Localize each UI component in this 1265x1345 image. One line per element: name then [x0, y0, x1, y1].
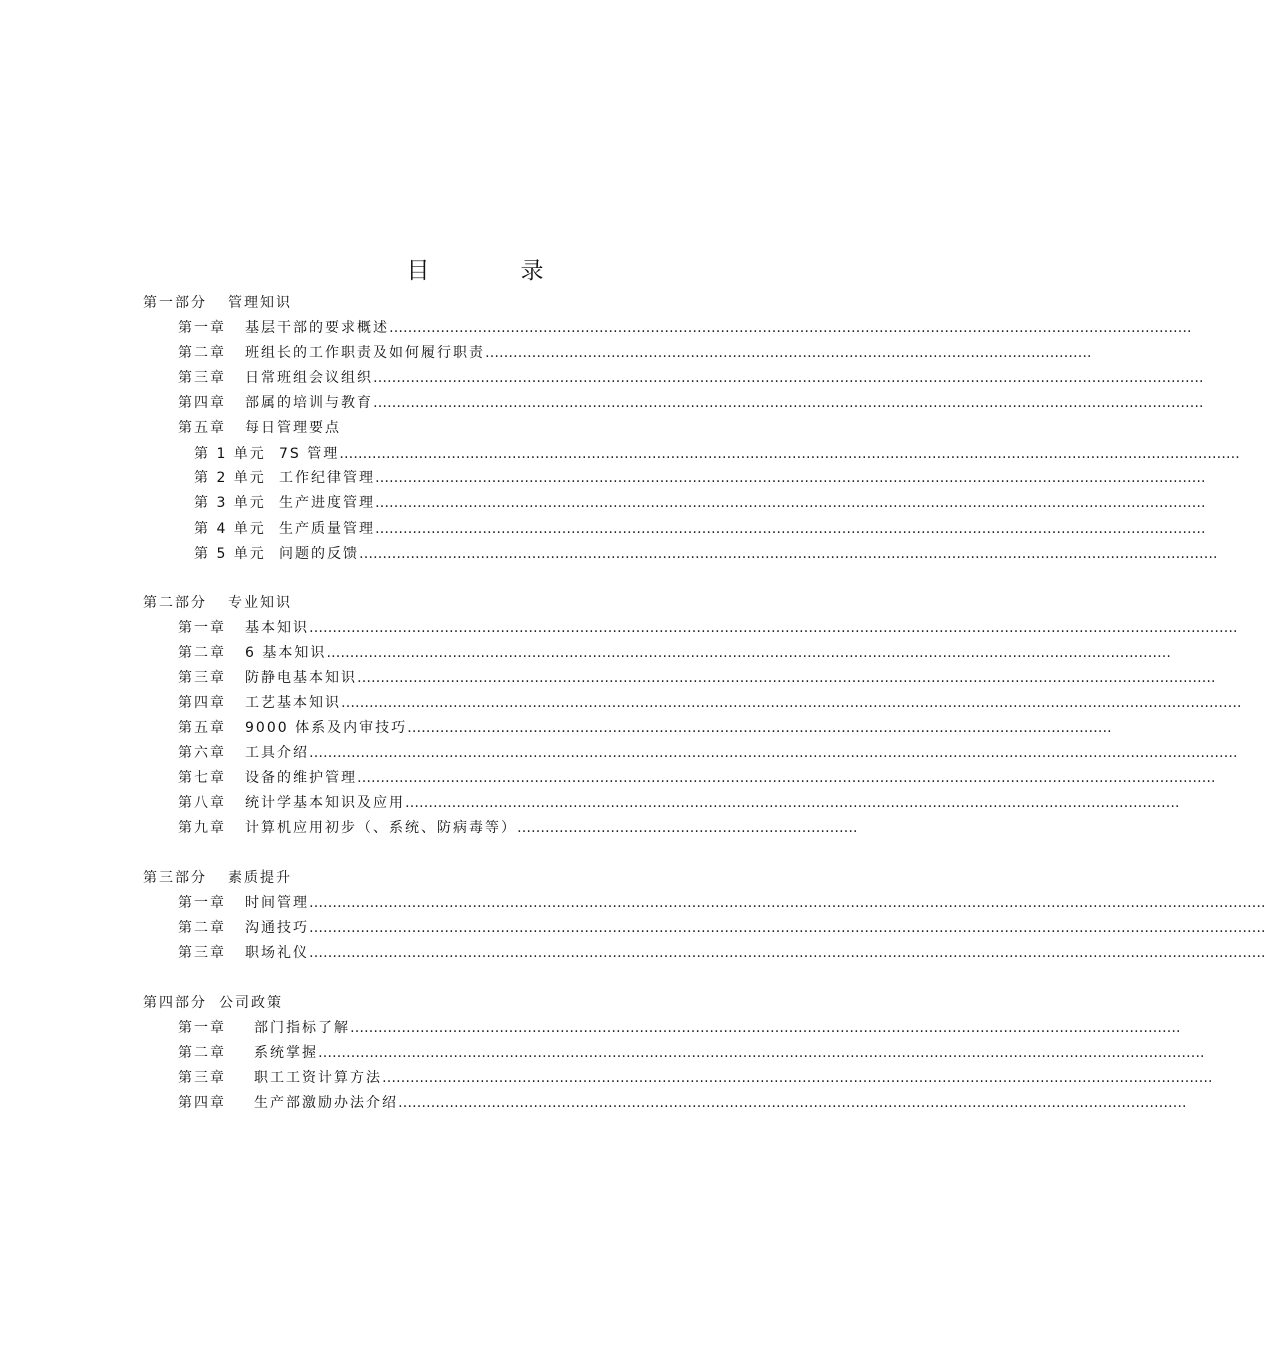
chapter-title: 生产部激励办法介绍 — [254, 1095, 398, 1111]
chapter-title: 防静电基本知识 — [245, 670, 357, 686]
chapter-title: 工艺基本知识 — [245, 695, 341, 711]
unit-title: 7S 管理 — [279, 446, 340, 462]
chapter-label: 第二章 — [178, 1045, 226, 1061]
unit-label: 第 5 单元 — [194, 546, 266, 562]
chapter-label: 第五章 — [178, 720, 226, 736]
toc-entry[interactable] — [178, 1069, 1213, 1087]
chapter-label: 第七章 — [178, 770, 226, 786]
leader-dots: …………………………………………………………………………………………………………………………………………………………………………. — [341, 695, 1242, 711]
chapter-label: 第四章 — [178, 395, 226, 411]
toc-entry[interactable] — [178, 344, 1092, 362]
leader-dots: ……………………………………………………………………………………………………………………………………………………………. — [375, 470, 1206, 486]
part-heading — [143, 869, 292, 887]
chapter-label: 第一章 — [178, 620, 226, 636]
chapter-label: 第二章 — [178, 920, 226, 936]
chapter-label: 第五章 — [178, 420, 226, 436]
toc-entry[interactable] — [178, 1044, 1205, 1062]
chapter-label: 第三章 — [178, 945, 226, 961]
chapter-label: 第二章 — [178, 345, 226, 361]
leader-dots: …………………………………………………………………………………………………………………………………………………………………………. — [339, 446, 1240, 462]
part-heading — [143, 594, 292, 612]
toc-entry[interactable] — [178, 744, 1238, 762]
unit-label: 第 2 单元 — [194, 470, 266, 486]
chapter-title: 部属的培训与教育 — [245, 395, 373, 411]
leader-dots: ………………………………………………………………. — [517, 820, 858, 836]
unit-label: 第 3 单元 — [194, 495, 266, 511]
toc-entry[interactable] — [194, 445, 1240, 463]
toc-entry[interactable] — [178, 319, 1192, 337]
unit-title: 工作纪律管理 — [279, 470, 375, 486]
chapter-label: 第二章 — [178, 645, 226, 661]
chapter-title: 职工工资计算方法 — [254, 1070, 382, 1086]
leader-dots: …………………………………………………………………………………………………………………………………………………………………. — [357, 670, 1216, 686]
leader-dots: ……………………………………………………………………………………………………………………………………………………………. — [373, 370, 1204, 386]
page-title: 目 录 — [406, 258, 578, 284]
part-title: 专业知识 — [228, 595, 292, 611]
toc-entry[interactable] — [178, 694, 1242, 712]
chapter-title: 工具介绍 — [245, 745, 309, 761]
chapter-title: 时间管理 — [245, 895, 309, 911]
leader-dots: ……………………………………………………………………………………………………………………………………………………………. — [375, 495, 1206, 511]
toc-entry[interactable] — [178, 894, 1265, 912]
toc-entry[interactable] — [194, 545, 1218, 563]
chapter-title: 9000 体系及内审技巧 — [245, 720, 408, 736]
part-title: 管理知识 — [228, 295, 292, 311]
chapter-title: 基本知识 — [245, 620, 309, 636]
part-label: 第一部分 — [143, 295, 207, 311]
toc-entry[interactable] — [178, 819, 858, 837]
leader-dots: ……………………………………………………………………………………………………………………………………………………. — [398, 1095, 1187, 1111]
chapter-title: 每日管理要点 — [245, 420, 341, 436]
part-title: 素质提升 — [228, 870, 292, 886]
chapter-title: 职场礼仪 — [245, 945, 309, 961]
leader-dots: ………………………………………………………………………………………………………………………………………………………………………………. — [309, 745, 1238, 761]
toc-entry[interactable] — [178, 1094, 1187, 1112]
unit-title: 问题的反馈 — [279, 546, 359, 562]
leader-dots: ……………………………………………………………………………………………………………………………………………………………. — [373, 395, 1204, 411]
unit-label: 第 1 单元 — [194, 446, 266, 462]
toc-entry[interactable] — [178, 719, 1112, 737]
leader-dots: ……………………………………………………………………………………………………………………………………………………………………………………. — [309, 945, 1265, 961]
chapter-label: 第三章 — [178, 1070, 226, 1086]
leader-dots: ……………………………………………………………………………………………………………………………………………………………. — [350, 1020, 1181, 1036]
chapter-label: 第九章 — [178, 820, 226, 836]
leader-dots: ……………………………………………………………………………………………………………………………………………………………………………………. — [309, 920, 1265, 936]
chapter-title: 日常班组会议组织 — [245, 370, 373, 386]
part-title: 公司政策 — [219, 995, 283, 1011]
part-label: 第四部分 — [143, 995, 207, 1011]
part-heading — [143, 294, 292, 312]
toc-entry[interactable] — [194, 520, 1206, 538]
toc-entry[interactable] — [194, 494, 1206, 512]
toc-entry[interactable] — [178, 369, 1204, 387]
chapter-label: 第三章 — [178, 370, 226, 386]
chapter-label: 第一章 — [178, 1020, 226, 1036]
toc-entry[interactable] — [178, 394, 1204, 412]
toc-entry[interactable] — [178, 944, 1265, 962]
chapter-title: 班组长的工作职责及如何履行职责 — [245, 345, 485, 361]
leader-dots: …………………………………………………………………………………………………………………………………………………………………. — [357, 770, 1216, 786]
chapter-title: 部门指标了解 — [254, 1020, 350, 1036]
part-label: 第二部分 — [143, 595, 207, 611]
chapter-label: 第六章 — [178, 745, 226, 761]
toc-entry[interactable] — [178, 794, 1180, 812]
toc-entry[interactable] — [178, 1019, 1181, 1037]
chapter-title: 设备的维护管理 — [245, 770, 357, 786]
chapter-title: 6 基本知识 — [245, 645, 327, 661]
toc-entry[interactable] — [194, 469, 1206, 487]
leader-dots: ………………………………………………………………………………………………………………………………………………………………. — [326, 645, 1171, 661]
chapter-label: 第四章 — [178, 695, 226, 711]
chapter-title: 系统掌握 — [254, 1045, 318, 1061]
leader-dots: ………………………………………………………………………………………………………………………………………………………. — [389, 320, 1192, 336]
chapter-title: 统计学基本知识及应用 — [245, 795, 405, 811]
chapter-label: 第一章 — [178, 320, 226, 336]
chapter-title: 计算机应用初步（、系统、防病毒等） — [245, 820, 517, 836]
leader-dots: ……………………………………………………………………………………………………………………………………………………………. — [375, 521, 1206, 537]
toc-entry[interactable] — [178, 419, 341, 437]
leader-dots: ………………………………………………………………………………………………………………………………………………………………………. — [318, 1045, 1205, 1061]
toc-entry[interactable] — [178, 644, 1171, 662]
leader-dots: …………………………………………………………………………………………………………………………………………………………………. — [359, 546, 1218, 562]
leader-dots: ……………………………………………………………………………………………………………………………………. — [407, 720, 1112, 736]
chapter-title: 沟通技巧 — [245, 920, 309, 936]
unit-title: 生产质量管理 — [279, 521, 375, 537]
toc-entry[interactable] — [178, 919, 1265, 937]
chapter-label: 第一章 — [178, 895, 226, 911]
toc-entry[interactable] — [178, 669, 1216, 687]
part-heading — [143, 994, 283, 1012]
leader-dots: ……………………………………………………………………………………………………………………………………………………………. — [382, 1070, 1213, 1086]
part-label: 第三部分 — [143, 870, 207, 886]
unit-label: 第 4 单元 — [194, 521, 266, 537]
chapter-label: 第八章 — [178, 795, 226, 811]
leader-dots: ………………………………………………………………………………………………………………………………………………………………………………. — [309, 620, 1238, 636]
leader-dots: …………………………………………………………………………………………………………………………………………………. — [405, 795, 1180, 811]
leader-dots: ……………………………………………………………………………………………………………………………………………………………………………………. — [309, 895, 1265, 911]
leader-dots: …………………………………………………………………………………………………………………. — [485, 345, 1092, 361]
unit-title: 生产进度管理 — [279, 495, 375, 511]
toc-entry[interactable] — [178, 769, 1216, 787]
chapter-title: 基层干部的要求概述 — [245, 320, 389, 336]
chapter-label: 第四章 — [178, 1095, 226, 1111]
toc-entry[interactable] — [178, 619, 1238, 637]
chapter-label: 第三章 — [178, 670, 226, 686]
